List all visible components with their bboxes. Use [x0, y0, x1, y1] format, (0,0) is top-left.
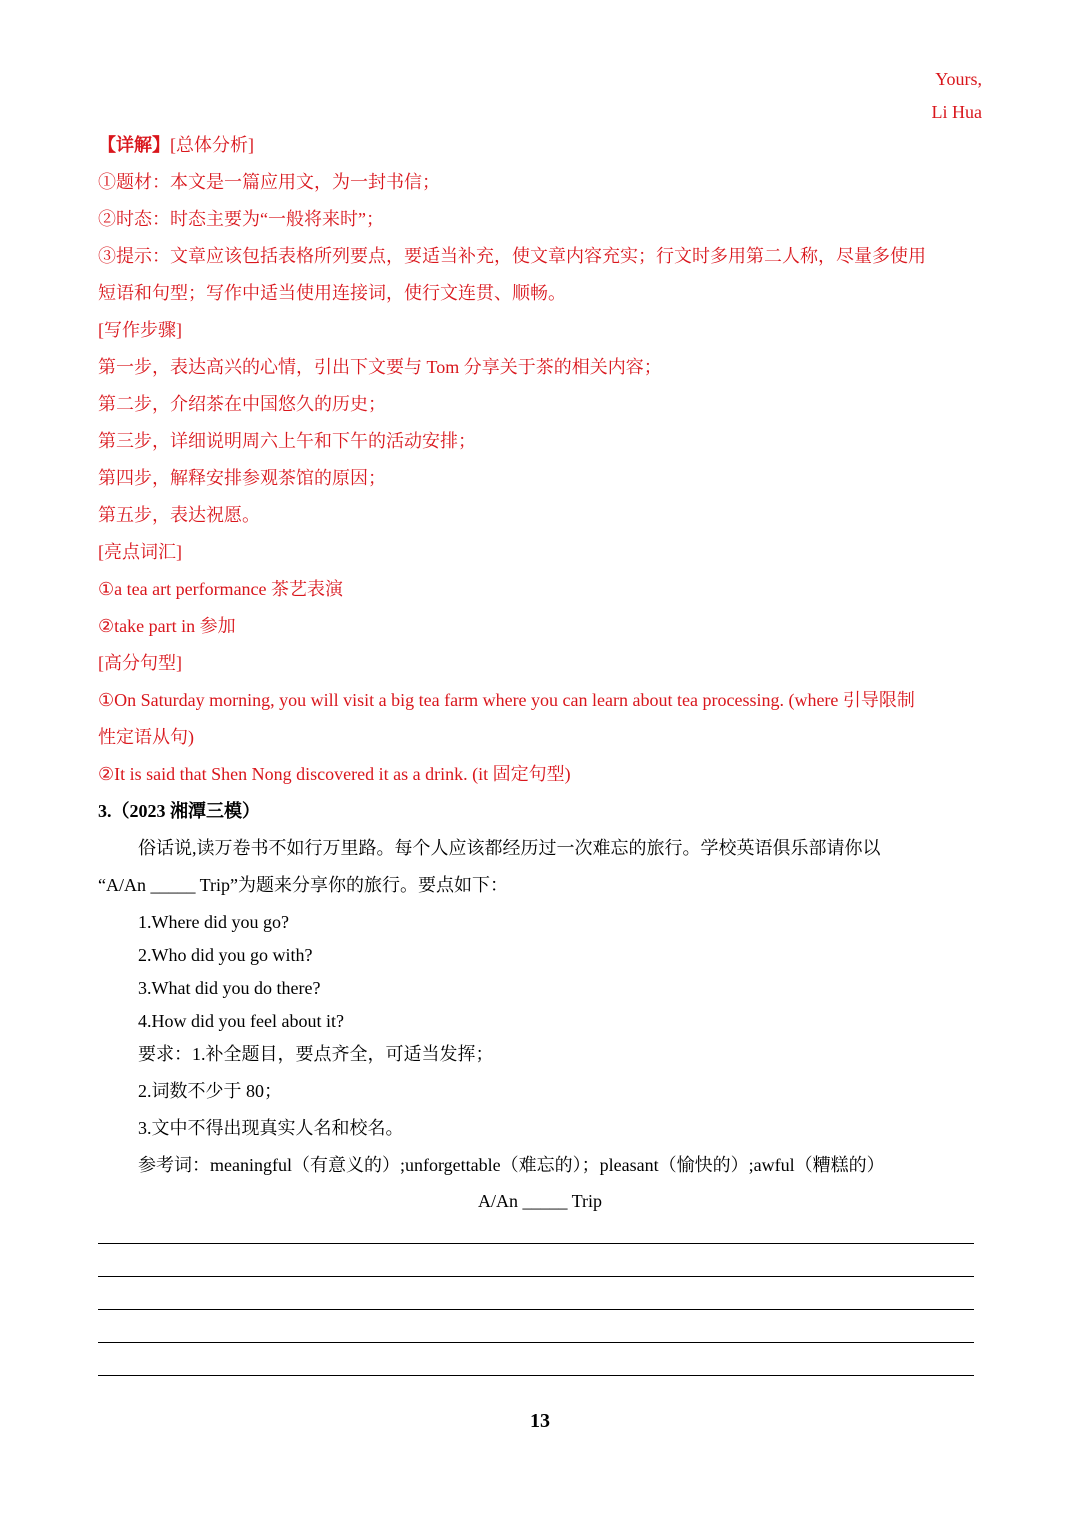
answer-line[interactable]: [98, 1375, 974, 1376]
sentence-item: ①On Saturday morning, you will visit a big tea farm where you can learn about tea processing. (where 引导限制: [98, 690, 915, 710]
analysis-item: ③提示：文章应该包括表格所列要点，要适当补充，使文章内容充实；行文时多用第二人称，尽量多使用: [98, 246, 926, 266]
step-item: 第五步，表达祝愿。: [98, 505, 260, 525]
question-point: 4.How did you feel about it?: [138, 1011, 344, 1031]
sentence-item: 性定语从句): [98, 727, 194, 747]
sentences-heading: [高分句型]: [98, 653, 182, 673]
step-item: 第四步，解释安排参观茶馆的原因；: [98, 468, 386, 488]
analysis-heading: [98, 132, 254, 158]
vocab-item: ②take part in 参加: [98, 616, 236, 636]
step-item: 第三步，详细说明周六上午和下午的活动安排；: [98, 431, 476, 451]
vocab-item: ①a tea art performance 茶艺表演: [98, 579, 344, 599]
steps-heading: [写作步骤]: [98, 320, 182, 340]
vocab-heading: [亮点词汇]: [98, 542, 182, 562]
letter-closing: Yours,: [935, 69, 982, 89]
question-intro: 俗话说,读万卷书不如行万里路。每个人应该都经历过一次难忘的旅行。学校英语俱乐部请你以: [138, 838, 881, 858]
question-number: 3.（2023 湘潭三模）: [98, 801, 260, 821]
requirement: 要求：1.补全题目，要点齐全，可适当发挥；: [138, 1044, 494, 1064]
step-item: 第一步，表达高兴的心情，引出下文要与 Tom 分享关于茶的相关内容；: [98, 357, 662, 377]
analysis-item: 短语和句型；写作中适当使用连接词，使行文连贯、顺畅。: [98, 283, 566, 303]
answer-line[interactable]: [98, 1276, 974, 1277]
question-point: 2.Who did you go with?: [138, 945, 313, 965]
letter-signature: Li Hua: [931, 102, 982, 122]
question-point: 1.Where did you go?: [138, 912, 289, 932]
requirement: 2.词数不少于 80；: [138, 1081, 282, 1101]
essay-title: A/An _____ Trip: [477, 1191, 603, 1211]
analysis-item: ②时态：时态主要为“一般将来时”；: [98, 209, 384, 229]
answer-line[interactable]: [98, 1342, 974, 1343]
reference-words: 参考词：meaningful（有意义的）;unforgettable（难忘的）；pleasant（愉快的）;awful（糟糕的）: [138, 1155, 885, 1175]
analysis-heading-rest: [总体分析]: [170, 135, 254, 155]
page-number: 13: [530, 1410, 550, 1432]
question-intro: “A/An _____ Trip”为题来分享你的旅行。要点如下：: [98, 875, 509, 895]
analysis-item: ①题材：本文是一篇应用文，为一封书信；: [98, 172, 440, 192]
sentence-item: ②It is said that Shen Nong discovered it as a drink. (it 固定句型): [98, 764, 571, 784]
answer-line[interactable]: [98, 1243, 974, 1244]
answer-line[interactable]: [98, 1309, 974, 1310]
analysis-heading-bracket: 【详解】: [98, 135, 170, 155]
step-item: 第二步，介绍茶在中国悠久的历史；: [98, 394, 386, 414]
requirement: 3.文中不得出现真实人名和校名。: [138, 1118, 404, 1138]
question-point: 3.What did you do there?: [138, 978, 321, 998]
